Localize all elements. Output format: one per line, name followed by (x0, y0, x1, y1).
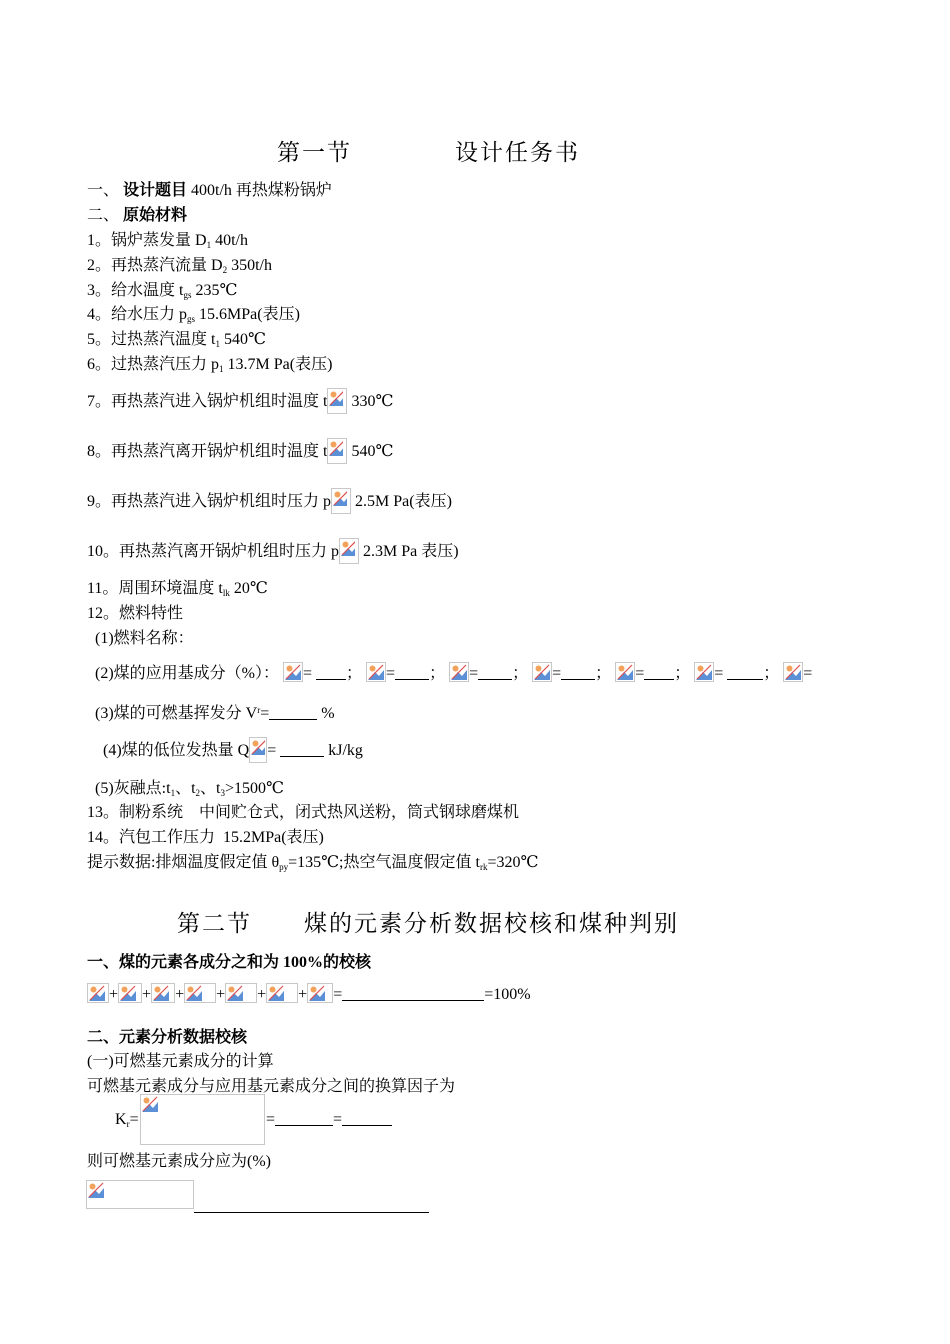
item-11: 11。周围环境温度 $t_{lk}$ 20℃ (87, 580, 268, 598)
broken-image-icon (87, 983, 109, 1003)
item-13: 13。制粉系统 中间贮仓式，闭式热风送粉，筒式钢球磨煤机 (87, 804, 520, 821)
ash-fusion-line: (5)灰融点$:t_1$、$t_2$、$t_3>1500℃$ (95, 780, 284, 798)
item-8: 8。再热蒸汽离开锅炉机组时温度 t 540℃ (87, 438, 393, 464)
sum-equation: + + + + + + = =100% (87, 983, 531, 1004)
broken-image-icon (327, 438, 347, 464)
broken-image-icon (184, 983, 216, 1003)
item-14: 14。汽包工作压力 15.2MPa(表压) (87, 829, 324, 846)
element-check-heading: 二、元素分析数据校核 (87, 1029, 248, 1046)
heat-value-line: (4)煤的低位发热量 Q = kJ/kg (103, 737, 363, 763)
section1-title-number: 第一节 (277, 140, 352, 166)
item-2: 2。再热蒸汽流量 $D_2$ 350t/h (87, 257, 272, 275)
blank-field (269, 705, 317, 720)
blank-field (342, 1111, 392, 1126)
broken-image-icon (151, 983, 175, 1003)
raw-materials-heading: 二、 原始材料 (87, 207, 188, 224)
blank-field (280, 742, 324, 757)
design-topic-label: 设计题目 (123, 182, 188, 199)
broken-image-icon (307, 983, 333, 1003)
result-underline (194, 1212, 429, 1213)
broken-image-icon (283, 662, 303, 682)
broken-image-icon (783, 662, 803, 682)
item-6: 6。过热蒸汽压力 $p_1$ 13.7M Pa(表压) (87, 356, 333, 374)
volatile-line: (3)煤的可燃基挥发分 $V^r=$ % (95, 705, 335, 722)
section2-title-text: 煤的元素分析数据校核和煤种判别 (304, 911, 679, 937)
blank-field (644, 665, 674, 680)
item-9: 9。再热蒸汽进入锅炉机组时压力 p 2.5M Pa(表压) (87, 488, 452, 514)
blank-field (395, 665, 429, 680)
broken-image-icon (615, 662, 635, 682)
broken-image-icon (327, 388, 347, 414)
broken-image-icon (249, 737, 267, 763)
broken-image-icon (266, 983, 298, 1003)
item-7: 7。再热蒸汽进入锅炉机组时温度 t 330℃ (87, 388, 393, 414)
kr-label: $K_r=$ (115, 1111, 139, 1129)
blank-field (561, 665, 595, 680)
item-1: 1。锅炉蒸发量 $D_1$ 40t/h (87, 232, 248, 250)
section1-title-text: 设计任务书 (455, 140, 580, 166)
blank-field (316, 665, 346, 680)
sum-check-heading: 一、煤的元素各成分之和为 100%的校核 (87, 954, 372, 971)
broken-image-icon (339, 538, 359, 564)
broken-image-icon (694, 662, 714, 682)
blank-field (275, 1111, 333, 1126)
kr-formula-image (140, 1094, 265, 1145)
design-topic-line: 一、 设计题目 400t/h 再热煤粉锅炉 (87, 182, 332, 199)
blank-field (478, 665, 512, 680)
item-10: 10。再热蒸汽离开锅炉机组时压力 p 2.3M Pa 表压) (87, 538, 459, 564)
broken-image-icon (118, 983, 142, 1003)
item-12: 12。燃料特性 (87, 605, 184, 622)
item-5: 5。过热蒸汽温度 $t_1$ 540℃ (87, 331, 266, 349)
result-formula-image (86, 1180, 194, 1209)
kr-equation-tail: = = (266, 1111, 392, 1129)
blank-field (727, 665, 763, 680)
broken-image-icon (449, 662, 469, 682)
composition-line: (2)煤的应用基成分（%）： = ； = ； = ； = ； = ； = ； = (95, 660, 812, 683)
broken-image-icon (532, 662, 552, 682)
broken-image-icon (331, 488, 351, 514)
item-3: 3。给水温度 $t_{gs}$ 235℃ (87, 282, 238, 300)
design-topic-value: 400t/h 再热煤粉锅炉 (191, 182, 332, 199)
broken-image-icon (366, 662, 386, 682)
hint-line: 提示数据:排烟温度假定值 $\theta_{py}=135℃$;热空气温度假定值 $t_{rk}=320℃$ (87, 854, 539, 872)
blank-field (342, 986, 484, 1001)
section2-title-number: 第二节 (177, 911, 252, 937)
conversion-factor-desc: 可燃基元素成分与应用基元素成分之间的换算因子为 (87, 1078, 456, 1095)
item-4: 4。给水压力 $p_{gs}$ 15.6MPa(表压) (87, 306, 300, 324)
result-label: 则可燃基元素成分应为(%) (87, 1153, 271, 1170)
fuel-name-line: (1)燃料名称： (95, 630, 194, 647)
combustible-calc-heading: (一)可燃基元素成分的计算 (87, 1053, 274, 1070)
broken-image-icon (225, 983, 257, 1003)
